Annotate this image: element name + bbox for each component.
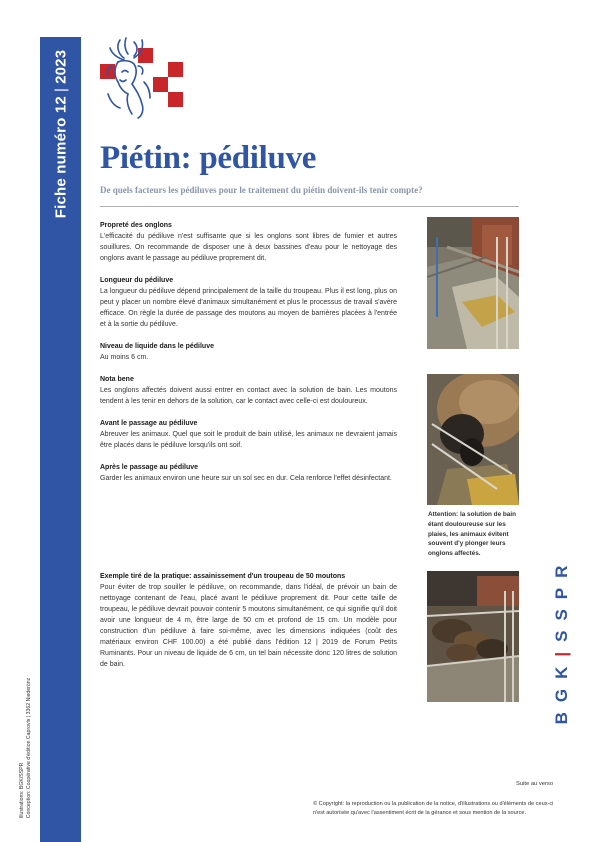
section-text: L'efficacité du pédiluve n'est suffisante que si les onglons sont libres de fumier et autres souillures. On recommande de disposer une à deux bassines d'eau pour le nettoyage des onglons avant le passage au pédiluve proprement dit. [100, 233, 397, 262]
section-before [100, 418, 397, 451]
sheet-separator: | [52, 87, 70, 93]
credits-conception: Conception: Coopérative d'édition Caprovis | 3362 Niederönz [26, 677, 32, 819]
section-cleanliness [100, 220, 397, 264]
credits-illustrations: Illustrations: BGK/SSPR [19, 762, 25, 819]
sheet-number: Fiche numéro 12 [52, 96, 70, 219]
section-heading: Propreté des onglons [100, 222, 172, 229]
footbath-photo [427, 217, 519, 349]
header-divider [100, 206, 519, 207]
sheep-footbath-photo [427, 571, 519, 702]
brand-wordmark [552, 556, 572, 725]
section-liquid-level [100, 341, 397, 363]
main-content [100, 220, 397, 495]
section-heading: Avant le passage au pédiluve [100, 420, 198, 427]
sheet-year: 2023 [52, 49, 70, 84]
example-text: Pour éviter de trop souiller le pédiluve, on recommande, dans l'idéal, de prévoir un bain de nettoyage contenant de l'eau, placé avant le pédiluve proprement dit. Pour cette taille de troupeau, le pédiluve devrait pouvoir contenir 5 moutons simultanément, ce qui signifie qu'il doit avoir une longueur de 4 m, être large de 50 cm et profond de 15 cm. Un modèle pour construction d'un pédiluve à faire soi-même, avec les dimensions indiquées (coût des matériaux environ CHF 100.00) a été publié dans l'édition 12 | 2019 de Forum Petits Ruminants. Pour un niveau de liquide de 6 cm, un tel bain nécessite donc 120 litres de solution de bain. [100, 584, 397, 668]
section-after [100, 462, 397, 484]
copyright-notice: © Copyright: la reproduction ou la publication de la notice, d'illustrations ou d'éléments de ceux-ci n'est autorisée qu'avec l'assentiment écrit de la gérance et sous mention de la source. [313, 801, 554, 816]
section-heading: Niveau de liquide dans le pédiluve [100, 343, 214, 350]
example-heading: Exemple tiré de la pratique: assainissement d'un troupeau de 50 moutons [100, 573, 346, 580]
practical-example [100, 571, 397, 670]
section-nota-bene [100, 374, 397, 407]
section-heading: Longueur du pédiluve [100, 277, 174, 284]
brand-bgk: BGK [552, 656, 571, 725]
page-title: Piétin: pédiluve [100, 140, 317, 176]
section-text: Abreuver les animaux. Quel que soit le produit de bain utilisé, les animaux ne devraient jamais être placés dans le pédiluve lorsqu'ils ont soif. [100, 431, 397, 449]
continued-note: Suite au verso [516, 781, 554, 787]
brand-sspr: SSPR [552, 555, 571, 642]
brand-separator: | [552, 641, 571, 657]
section-length [100, 275, 397, 330]
section-text: Les onglons affectés doivent aussi entrer en contact avec la solution de bain. Les moutons tendent à les tenir en dehors de la solution, car le contact avec celle-ci est douloureux. [100, 387, 397, 405]
goat-logo-icon [98, 36, 190, 120]
sheet-number-label [53, 50, 70, 218]
section-heading: Nota bene [100, 376, 134, 383]
section-heading: Après le passage au pédiluve [100, 464, 199, 471]
credits [19, 678, 33, 818]
sheep-drinking-photo [427, 374, 519, 505]
section-text: Garder les animaux environ une heure sur un sol sec en dur. Cela renforce l'effet désinfectant. [100, 475, 392, 482]
photo-caption: Attention: la solution de bain étant douloureuse sur les plaies, les animaux évitent souvent d'y plonger leurs onglons affectés. [428, 511, 517, 558]
section-text: La longueur du pédiluve dépend principalement de la taille du troupeau. Plus il est long, plus on peut y placer un nombre élevé d'animaux simultanément et plus le processus de travail s'avère efficace. On règle la durée de passage des moutons au moyen de barrières placées à l'entrée et à la sortie du pédiluve. [100, 288, 397, 328]
page-subtitle: De quels facteurs les pédiluves pour le traitement du piétin doivent-ils tenir compte? [100, 185, 423, 195]
section-text: Au moins 6 cm. [100, 354, 149, 361]
